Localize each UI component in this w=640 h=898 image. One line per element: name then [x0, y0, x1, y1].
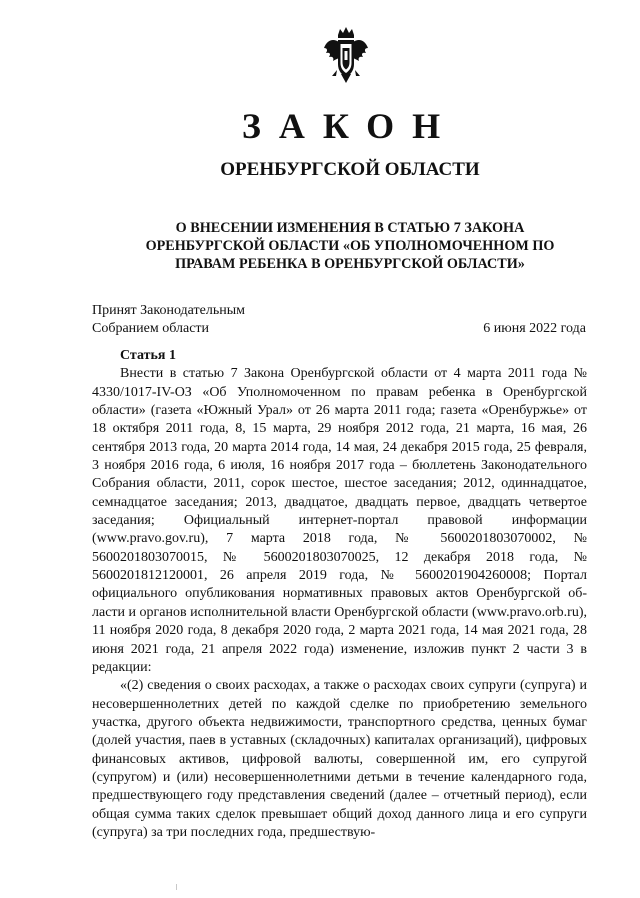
article-paragraph: Внести в статью 7 Закона Оренбургской области от 4 марта 2011 года № 4330/1017-IV-ОЗ «Об Уполномоченном по правам ребенка в Оренбургской области» (газета «Южный Урал» от 26 марта 2011 года; газета «Оренбуржье» от 18 октября 2011 года, 8, 15 марта, 29 ноября 2012 года, 21 марта, 16 мая, 26 сентября 2013 года, 20 марта 2014 года, 14 мая, 24 декабря 2015 года, 25 февраля, 3 ноября 2016 года, 6 июля, 16 ноября 2017 года – бюллетень Законодательного Собрания области, 2011, сорок шестое, шестое заседания; 2012, одиннадцатое, семнадцатое заседания; 2013, двадцатое, двадцать первое, двадцать четвертое заседания; Официальный интернет-портал правовой информации (www.pravo.gov.ru), 7 марта 2018 года, № 5600201803070002, № 5600201803070015, № 5600201803070025, 12 декабря 2018 года, № 5600201812120001, 26 апреля 2019 года, № 5600201904260008; Портал официального опубликования нормативных правовых актов Оренбургской области и органов исполнительной власти Оренбургской области (www.pravo.orb.ru), 11 ноября 2020 года, 8 декабря 2020 года, 2 марта 2021 года, 14 мая 2021 года, 28 июня 2021 года, 21 апреля 2022 года) изменение, изложив пункт 2 части 3 в редакции: — [92, 366, 587, 675]
law-subtitle — [120, 219, 580, 273]
region-title: ОРЕНБУРГСКОЙ ОБЛАСТИ — [220, 159, 480, 180]
subtitle-line: О ВНЕСЕНИИ ИЗМЕНЕНИЯ В СТАТЬЮ 7 ЗАКОНА — [175, 220, 525, 236]
article-body — [92, 347, 587, 842]
adoption-date: 6 июня 2022 года — [483, 321, 586, 336]
article-paragraph: «(2) сведения о своих расходах, а также о расходах своих супруги (супруга) и несовершеннолетних детей по каждой сделке по приобретению земельного участка, другого объекта недвижимости, транспортного средства, ценных бумаг (долей участия, паев в уставных (складочных) капиталах организаций), цифровых финансовых активов, цифровой валюты, совершенной им, его супругой (супругом) и (или) несовершеннолетними детьми в течение календарного года, предшествующего году представления сведений (далее – отчетный период), если общая сумма таких сделок превышает общий доход данного лица и его супруги (супруга) за три последних года, предшествую- — [92, 678, 587, 840]
adoption-block — [92, 302, 586, 338]
scan-mark — [176, 884, 177, 890]
subtitle-line: ПРАВАМ РЕБЕНКА В ОРЕНБУРГСКОЙ ОБЛАСТИ» — [175, 256, 525, 272]
article-heading: Статья 1 — [120, 348, 176, 363]
subtitle-line: ОРЕНБУРГСКОЙ ОБЛАСТИ «ОБ УПОЛНОМОЧЕННОМ ПО — [145, 238, 555, 254]
law-title: ЗАКОН — [241, 106, 459, 146]
adoption-line: Собранием области — [92, 321, 210, 336]
adoption-line: Принят Законодательным — [92, 303, 245, 318]
adoption-row — [92, 320, 586, 338]
coat-of-arms-icon — [323, 26, 369, 84]
